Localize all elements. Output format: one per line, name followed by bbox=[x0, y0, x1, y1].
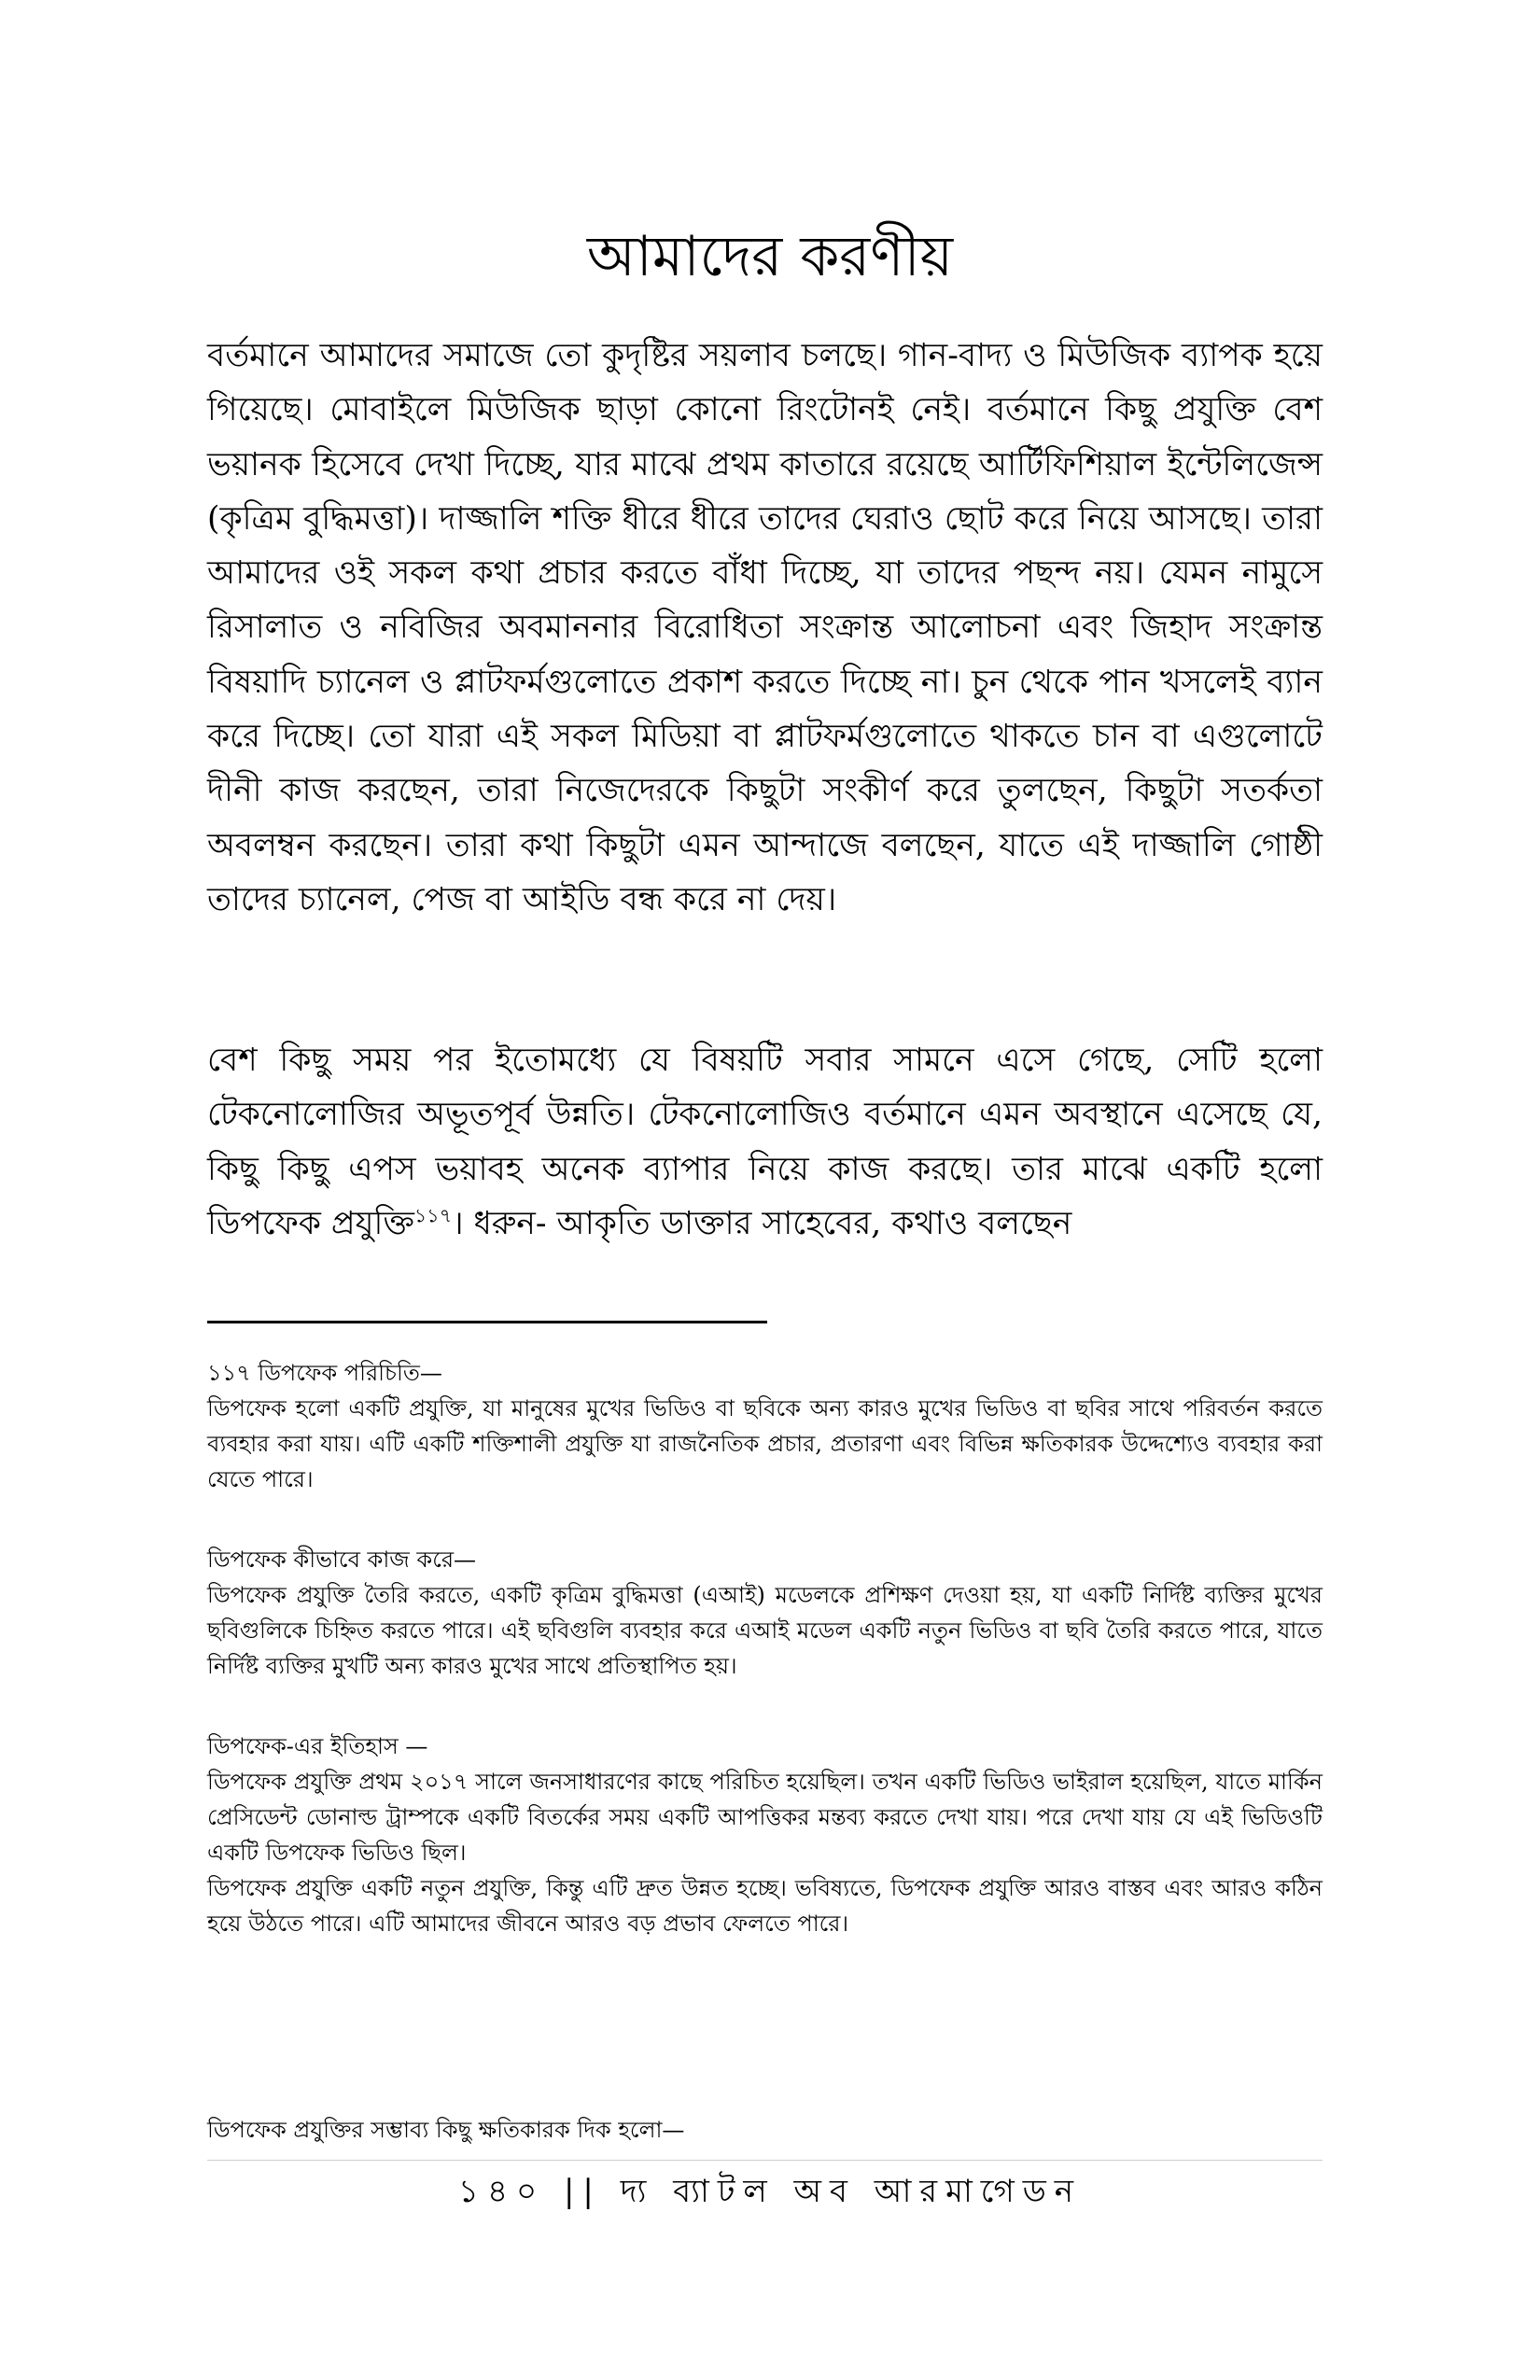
footnote-divider bbox=[207, 1321, 767, 1323]
footnote-text: ডিপফেক প্রযুক্তি তৈরি করতে, একটি কৃত্রিম বুদ্ধিমত্তা (এআই) মডেলকে প্রশিক্ষণ দেওয়া হয়, যা একটি নির্দিষ্ট ব্যক্তির মুখের ছবিগুলিকে চিহ্নিত করতে পারে। এই ছবিগুলি ব্যবহার করে এআই মডেল একটি নতুন ভিডিও বা ছবি তৈরি করতে পারে, যাতে নির্দিষ্ট ব্যক্তির মুখটি অন্য কারও মুখের সাথে প্রতিস্থাপিত হয়। bbox=[207, 1582, 1323, 1679]
footnote-text: ডিপফেক প্রযুক্তি একটি নতুন প্রযুক্তি, কিন্তু এটি দ্রুত উন্নত হচ্ছে। ভবিষ্যতে, ডিপফেক প্রযুক্তি আরও বাস্তব এবং আরও কঠিন হয়ে উঠতে পারে। এটি আমাদের জীবনে আরও বড় প্রভাব ফেলতে পারে। bbox=[207, 1875, 1323, 1937]
chapter-title: আমাদের করণীয় bbox=[586, 224, 954, 289]
footnote-text: ডিপফেক হলো একটি প্রযুক্তি, যা মানুষের মুখের ভিডিও বা ছবিকে অন্য কারও মুখের ভিডিও বা ছবির সাথে পরিবর্তন করতে ব্যবহার করা যায়। এটি একটি শক্তিশালী প্রযুক্তি যা রাজনৈতিক প্রচার, প্রতারণা এবং বিভিন্ন ক্ষতিকারক উদ্দেশ্যেও ব্যবহার করা যেতে পারে। bbox=[207, 1395, 1323, 1492]
body-paragraph-2-end: । ধরুন- আকৃতি ডাক্তার সাহেবের, কথাও বলছেন bbox=[452, 1204, 1072, 1242]
footnote-text: ডিপফেক প্রযুক্তি প্রথম ২০১৭ সালে জনসাধারণের কাছে পরিচিত হয়েছিল। তখন একটি ভিডিও ভাইরাল হয়েছিল, যাতে মার্কিন প্রেসিডেন্ট ডোনাল্ড ট্রাম্পকে একটি বিতর্কের সময় একটি আপত্তিকর মন্তব্য করতে দেখা যায়। পরে দেখা যায় যে এই ভিডিওটি একটি ডিপফেক ভিডিও ছিল। bbox=[207, 1769, 1323, 1866]
footnote-block-how-it-works bbox=[207, 1542, 1323, 1684]
footer-divider bbox=[207, 2160, 1323, 2161]
body-paragraph-2-text: বেশ কিছু সময় পর ইতোমধ্যে যে বিষয়টি সবার সামনে এসে গেছে, সেটি হলো টেকনোলোজির অভূতপূর্ব উন্নতি। টেকনোলোজিও বর্তমানে এমন অবস্থানে এসেছে যে, কিছু কিছু এপস ভয়াবহ অনেক ব্যাপার নিয়ে কাজ করছে। তার মাঝে একটি হলো ডিপফেক প্রযুক্তি bbox=[207, 1042, 1323, 1242]
book-title: দ্য ব্যাটল অব আরমাগেডন bbox=[620, 2173, 1083, 2210]
footnote-block-intro bbox=[207, 1355, 1323, 1497]
page-footer bbox=[0, 2165, 1540, 2218]
body-paragraph-2 bbox=[207, 1033, 1323, 1251]
footnote-heading: ডিপফেক কীভাবে কাজ করে— bbox=[207, 1547, 477, 1573]
footer-separator: || bbox=[563, 2173, 602, 2210]
footnote-heading: ডিপফেক-এর ইতিহাস — bbox=[207, 1733, 428, 1759]
footnotes bbox=[207, 1355, 1323, 1986]
footnote-block-history bbox=[207, 1729, 1323, 1941]
body-paragraph-1: বর্তমানে আমাদের সমাজে তো কুদৃষ্টির সয়লাব চলছে। গান-বাদ্য ও মিউজিক ব্যাপক হয়ে গিয়েছে। মোবাইলে মিউজিক ছাড়া কোনো রিংটোনই নেই। বর্তমানে কিছু প্রযুক্তি বেশ ভয়ানক হিসেবে দেখা দিচ্ছে, যার মাঝে প্রথম কাতারে রয়েছে আর্টিফিশিয়াল ইন্টেলিজেন্স (কৃত্রিম বুদ্ধিমত্তা)। দাজ্জালি শক্তি ধীরে ধীরে তাদের ঘেরাও ছোট করে নিয়ে আসছে। তারা আমাদের ওই সকল কথা প্রচার করতে বাঁধা দিচ্ছে, যা তাদের পছন্দ নয়। যেমন নামুসে রিসালাত ও নবিজির অবমাননার বিরোধিতা সংক্রান্ত আলোচনা এবং জিহাদ সংক্রান্ত বিষয়াদি চ্যানেল ও প্লাটফর্মগুলোতে প্রকাশ করতে দিচ্ছে না। চুন থেকে পান খসলেই ব্যান করে দিচ্ছে। তো যারা এই সকল মিডিয়া বা প্লাটফর্মগুলোতে থাকতে চান বা এগুলোটে দীনী কাজ করছেন, তারা নিজেদেরকে কিছুটা সংকীর্ণ করে তুলছেন, কিছুটা সতর্কতা অবলম্বন করছেন। তারা কথা কিছুটা এমন আন্দাজে বলছেন, যাতে এই দাজ্জালি গোষ্ঠী তাদের চ্যানেল, পেজ বা আইডি বন্ধ করে না দেয়। bbox=[207, 337, 1323, 918]
page-number: ১৪০ bbox=[457, 2173, 546, 2210]
footnote-reference: ১১৭ bbox=[413, 1204, 453, 1227]
footnote-final-heading: ডিপফেক প্রযুক্তির সম্ভাব্য কিছু ক্ষতিকারক দিক হলো— bbox=[207, 2117, 685, 2143]
footnote-heading: ১১৭ ডিপফেক পরিচিতি— bbox=[207, 1360, 442, 1386]
